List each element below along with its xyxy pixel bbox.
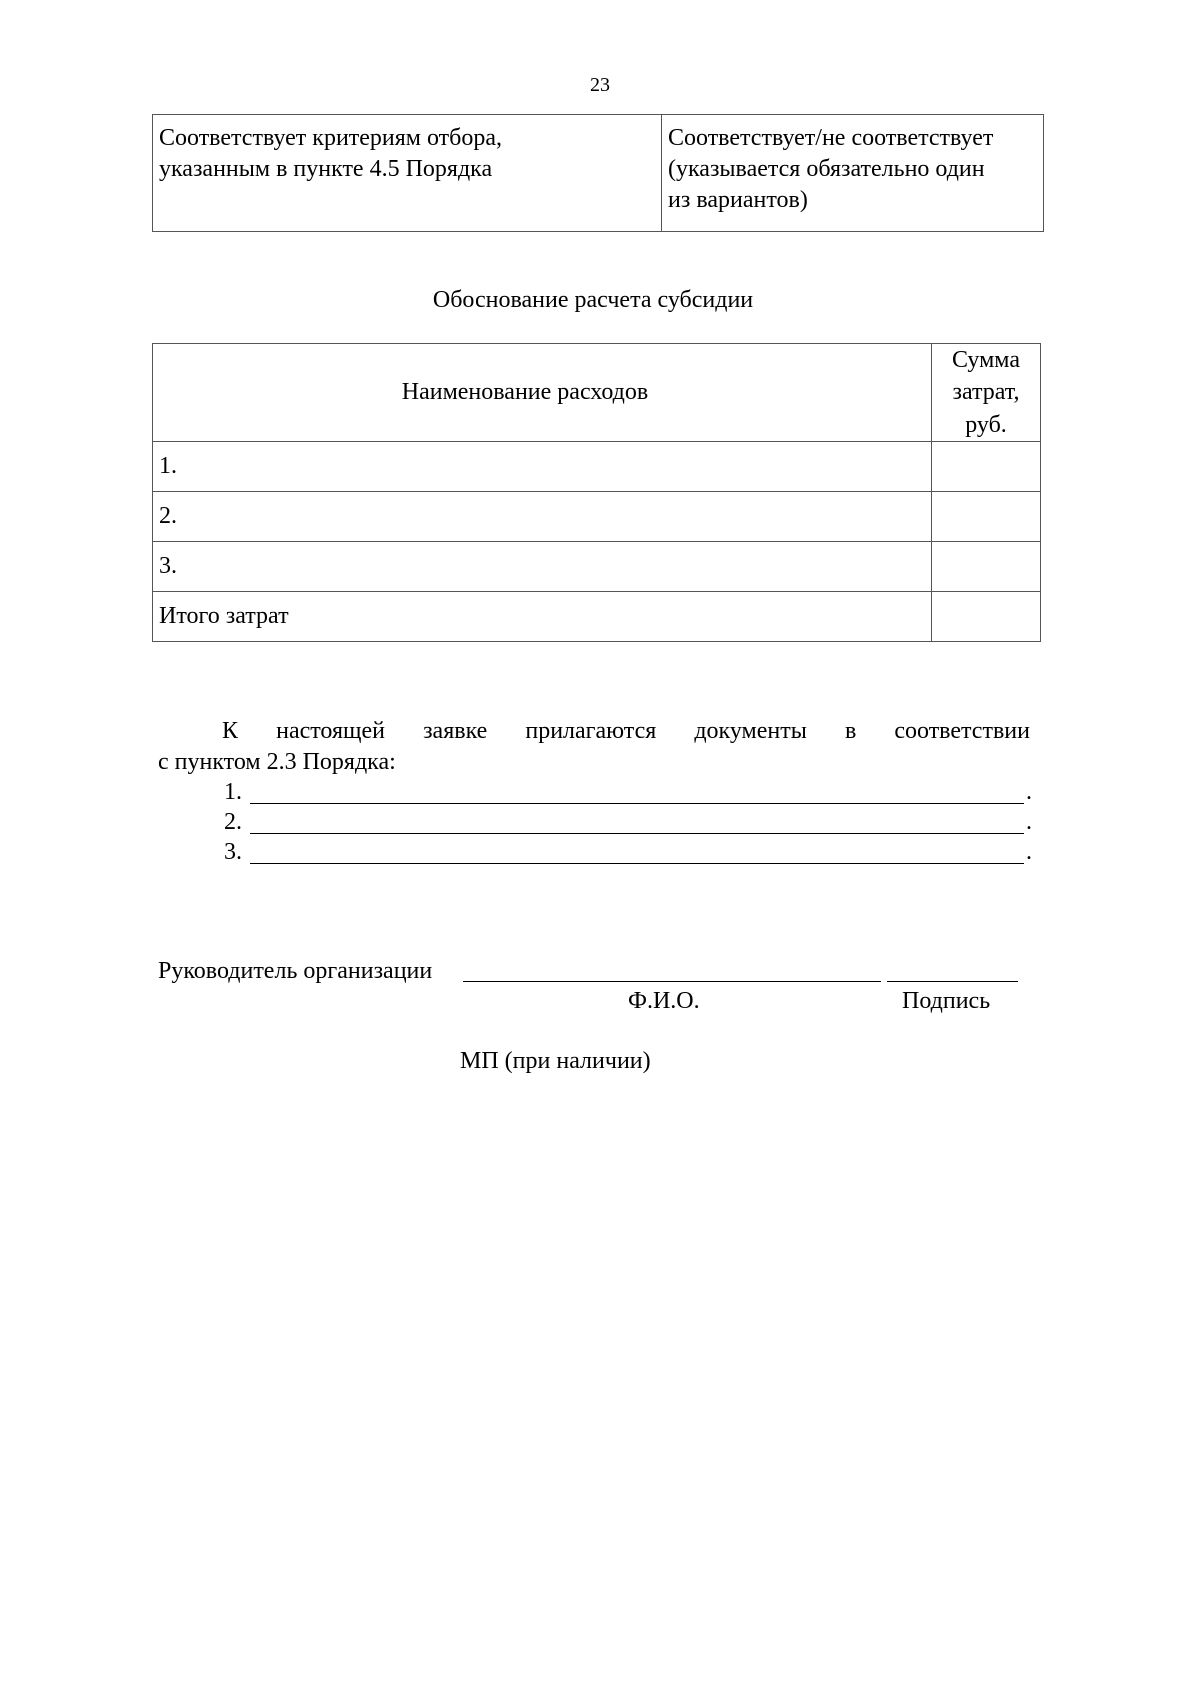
attachments-intro-line bbox=[158, 716, 1030, 747]
expense-name-cell: 1. bbox=[153, 442, 932, 492]
attachment-number: 2. bbox=[224, 808, 242, 835]
name-caption: Ф.И.О. bbox=[628, 988, 700, 1014]
criteria-table bbox=[152, 114, 1044, 232]
name-signature-line[interactable] bbox=[463, 981, 881, 982]
head-of-organization-label: Руководитель организации bbox=[158, 958, 433, 984]
attachment-blank-line[interactable] bbox=[250, 809, 1024, 834]
attachment-number: 1. bbox=[224, 778, 242, 805]
attachment-blank-line[interactable] bbox=[250, 779, 1024, 804]
expense-sum-cell bbox=[932, 442, 1041, 492]
intro-word: в bbox=[844, 718, 857, 744]
attachment-end: . bbox=[1026, 808, 1032, 835]
criteria-value-line: Соответствует/не соответствует bbox=[668, 125, 994, 151]
section-title: Обоснование расчета субсидии bbox=[432, 287, 754, 313]
page-number: 23 bbox=[590, 74, 610, 96]
intro-word: прилагаются bbox=[525, 718, 657, 744]
criteria-label-cell bbox=[153, 115, 662, 232]
expense-name-cell: 3. bbox=[153, 542, 932, 592]
criteria-value-cell bbox=[662, 115, 1044, 232]
expense-name-cell: 2. bbox=[153, 492, 932, 542]
table-row bbox=[153, 542, 1041, 592]
attachment-number: 3. bbox=[224, 838, 242, 865]
header-sum-line: Сумма bbox=[952, 347, 1020, 373]
attachments-intro-line-2: с пунктом 2.3 Порядка: bbox=[158, 749, 396, 776]
list-item bbox=[224, 778, 1034, 808]
attachments-list bbox=[224, 778, 1034, 868]
criteria-value-line: из вариантов) bbox=[668, 187, 808, 214]
costs-table bbox=[152, 343, 1041, 642]
attachment-blank-line[interactable] bbox=[250, 839, 1024, 864]
expense-total-sum bbox=[932, 592, 1041, 642]
criteria-label-line: указанным в пункте 4.5 Порядка bbox=[159, 156, 493, 183]
signature-line[interactable] bbox=[887, 981, 1018, 982]
intro-word: К bbox=[222, 718, 239, 744]
header-expense-name: Наименование расходов bbox=[153, 344, 932, 442]
intro-word: соответствии bbox=[894, 718, 1030, 744]
expense-sum-cell bbox=[932, 542, 1041, 592]
table-row bbox=[153, 492, 1041, 542]
attachment-end: . bbox=[1026, 778, 1032, 805]
header-sum-line: затрат, руб. bbox=[952, 379, 1020, 438]
intro-word: настоящей bbox=[276, 718, 385, 744]
expense-sum-cell bbox=[932, 492, 1041, 542]
signature-caption: Подпись bbox=[902, 988, 991, 1014]
stamp-placeholder: МП (при наличии) bbox=[460, 1048, 651, 1074]
expense-total-label: Итого затрат bbox=[153, 592, 932, 642]
table-row bbox=[153, 115, 1044, 232]
table-header-row bbox=[153, 344, 1041, 442]
table-row bbox=[153, 442, 1041, 492]
criteria-label-line: Соответствует критериям отбора, bbox=[159, 125, 503, 151]
intro-word: документы bbox=[694, 718, 807, 744]
attachments-paragraph bbox=[158, 716, 1030, 778]
list-item bbox=[224, 838, 1034, 868]
list-item bbox=[224, 808, 1034, 838]
attachment-end: . bbox=[1026, 838, 1032, 865]
criteria-value-line: (указывается обязательно один bbox=[668, 156, 985, 183]
header-expense-sum bbox=[932, 344, 1041, 442]
table-row-total bbox=[153, 592, 1041, 642]
intro-word: заявке bbox=[423, 718, 488, 744]
